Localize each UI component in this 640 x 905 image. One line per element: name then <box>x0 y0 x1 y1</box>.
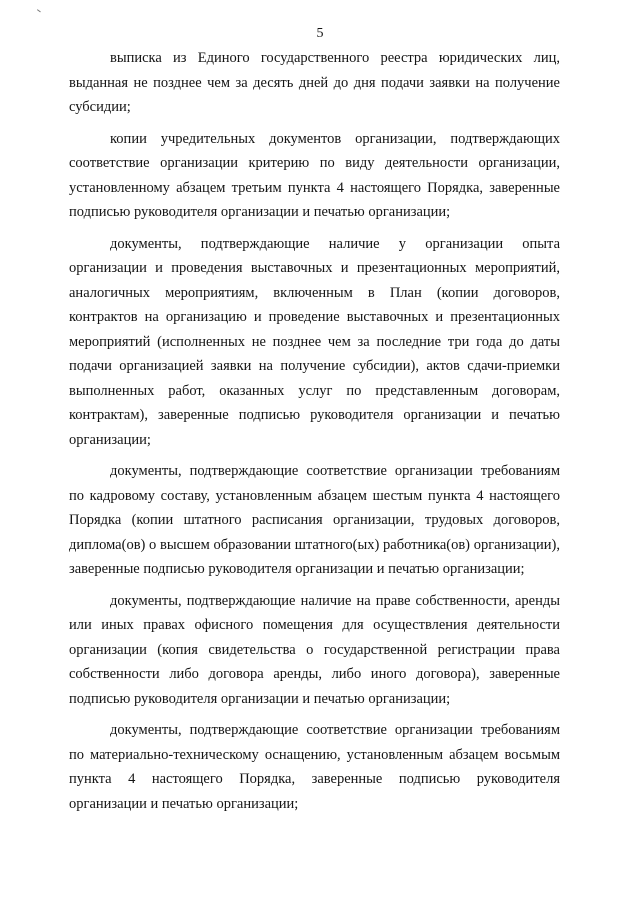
paragraph-equipment-documents: документы, подтверждающие соответствие организации требованиям по материально-техническому оснащению, установленным абзацем восьмым пункта 4 настоящего Порядка, заверенные подписью руководителя организации и печатью организации; <box>69 722 560 812</box>
paragraph-office-documents: документы, подтверждающие наличие на праве собственности, аренды или иных правах офисного помещения для осуществления деятельности организации (копия свидетельства о государственной регистрации права собственности либо договора аренды, либо иного договора), заверенные подписью руководителя организации и печатью организации; <box>69 592 560 707</box>
paragraph-founding-documents: копии учредительных документов организации, подтверждающих соответствие организации критерию по виду деятельности организации, установленному абзацем третьим пункта 4 настоящего Порядка, заверенные подписью руководителя организации и печатью организации; <box>69 130 560 220</box>
paragraph-experience-documents: документы, подтверждающие наличие у организации опыта организации и проведения выставочных и презентационных мероприятий, аналогичных мероприятиям, включенным в План (копии договоров, контрактов на организацию и проведение выставочных и презентационных мероприятий (исполненных не позднее чем за последние три года до даты подачи организацией заявки на получение субсидии), актов сдачи-приемки выполненных работ, оказанных услуг по представленным договорам, контрактам), заверенные подписью руководителя организации и печатью организации; <box>69 235 560 448</box>
paragraph-egrul-extract: выписка из Единого государственного реестра юридических лиц, выданная не позднее чем за десять дней до дня подачи заявки на получение субсидии; <box>69 50 560 115</box>
scan-mark <box>35 9 41 15</box>
paragraph-staffing-documents: документы, подтверждающие соответствие организации требованиям по кадровому составу, установленным абзацем шестым пункта 4 настоящего Порядка (копии штатного расписания организации, трудовых договоров, диплома(ов) о высшем образовании штатного(ых) работника(ов) организации), заверенные подписью руководителя организации и печатью организации; <box>69 463 560 577</box>
document-body <box>69 46 560 823</box>
page-number: 5 <box>316 26 324 41</box>
